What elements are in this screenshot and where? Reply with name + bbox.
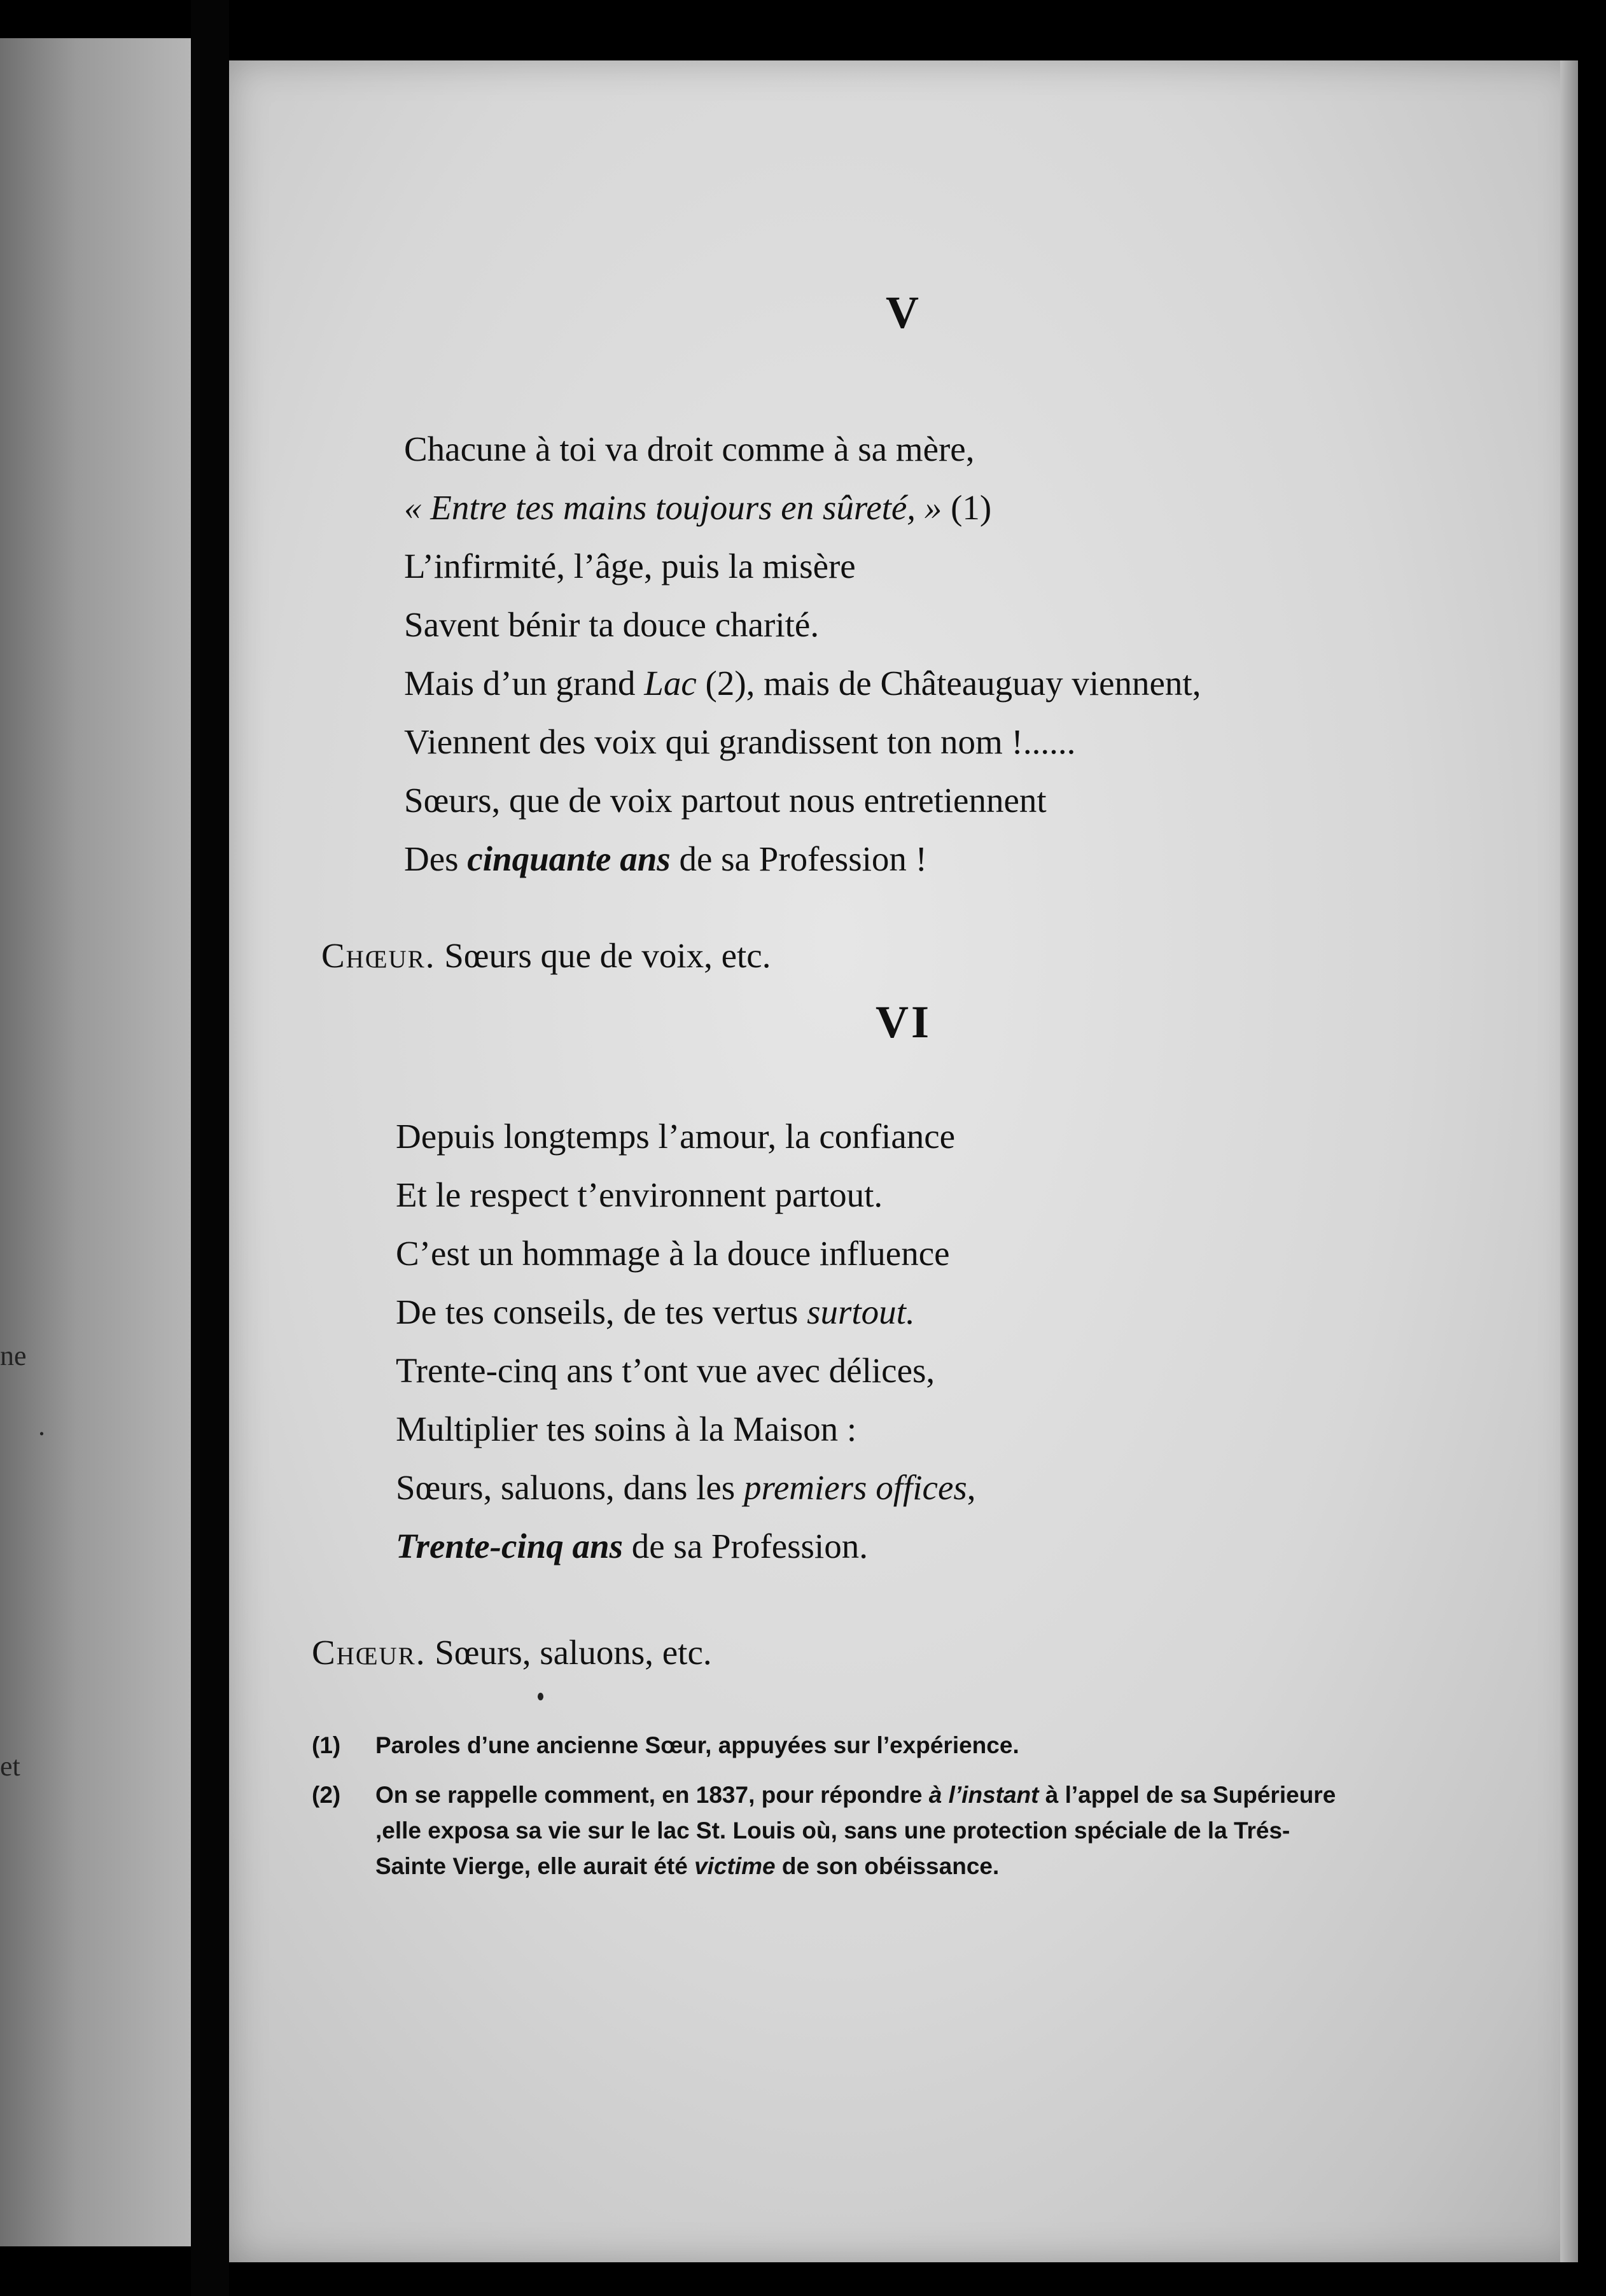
text-run: Viennent des voix qui grandissent ton nom !...... — [404, 722, 1076, 761]
footnotes — [312, 1728, 1355, 1898]
text-run: Sœurs, que de voix partout nous entretiennent — [404, 781, 1047, 820]
text-run: de son obéissance. — [775, 1853, 1000, 1879]
text-run: Savent bénir ta douce charité. — [404, 605, 820, 644]
verse-line — [396, 1459, 976, 1517]
text-run: Multiplier tes soins à la Maison : — [396, 1410, 857, 1448]
chorus-text: Sœurs, saluons, etc. — [426, 1633, 712, 1672]
verse-line — [396, 1224, 976, 1283]
text-run: Des — [404, 839, 468, 878]
chorus-label: Chœur. — [312, 1633, 426, 1672]
left-page-text-fragment: ne — [0, 1340, 27, 1371]
emphasized-text: surtout. — [807, 1292, 915, 1331]
scanned-page — [229, 60, 1578, 2262]
emphasized-text: Lac — [644, 664, 697, 703]
text-run: Paroles d’une ancienne Sœur, appuyées sur l’expérience. — [375, 1732, 1019, 1758]
text-run: (1) — [942, 488, 992, 527]
verse-line — [404, 420, 1201, 479]
verse-line — [404, 537, 1201, 596]
verse-line — [396, 1341, 976, 1400]
text-run: (2), mais de Châteauguay viennent, — [696, 664, 1201, 703]
verse-line — [404, 479, 1201, 537]
text-run: Chacune à toi va droit comme à sa mère, — [404, 430, 975, 468]
verse-line — [396, 1166, 976, 1224]
left-page-fragment — [0, 38, 191, 2246]
text-run: Mais d’un grand — [404, 664, 645, 703]
emphasized-text: Trente-cinq ans — [396, 1527, 623, 1565]
verse-line — [404, 654, 1201, 713]
text-run: de sa Profession. — [623, 1527, 868, 1565]
footnote — [312, 1728, 1355, 1763]
text-run: Depuis longtemps l’amour, la confiance — [396, 1117, 956, 1156]
emphasized-text: cinquante ans — [467, 839, 671, 878]
text-run: de sa Profession ! — [670, 839, 927, 878]
stanza-heading-v: V — [886, 287, 921, 338]
text-run: , — [967, 1468, 976, 1507]
text-run: Trente-cinq ans t’ont vue avec délices, — [396, 1351, 935, 1390]
text-run: L’infirmité, l’âge, puis la misère — [404, 547, 856, 585]
text-run: Sœurs, saluons, dans les — [396, 1468, 744, 1507]
ink-speck — [538, 1693, 543, 1700]
emphasized-text: à l’instant — [928, 1782, 1039, 1808]
chorus-label: Chœur. — [321, 936, 436, 975]
text-run: De tes conseils, de tes vertus — [396, 1292, 807, 1331]
stanza-v-verses — [404, 420, 1201, 888]
book-gutter — [191, 0, 229, 2296]
emphasized-text: victime — [694, 1853, 776, 1879]
text-run: Et le respect t’environnent partout. — [396, 1175, 883, 1214]
chorus-line-v — [321, 935, 771, 976]
text-run: On se rappelle comment, en 1837, pour répondre — [375, 1782, 929, 1808]
emphasized-text: « Entre tes mains toujours en sûreté, » — [404, 488, 942, 527]
verse-line — [396, 1107, 976, 1166]
footnote-number: ( 1 ) — [312, 1728, 340, 1763]
verse-line — [404, 596, 1201, 654]
page-content — [229, 60, 1578, 2262]
verse-line — [404, 771, 1201, 830]
stanza-vi-verses — [396, 1107, 976, 1576]
verse-line — [396, 1283, 976, 1341]
left-page-text-fragment: . — [38, 1410, 45, 1441]
left-page-text-fragment: et — [0, 1751, 20, 1782]
text-run: à l’appel de sa Supérieure ,elle exposa sa vie sur le lac St. Louis où, sans une protection spéciale de la Trés-Sainte Vierge, elle aurait été — [375, 1782, 1336, 1879]
text-run: C’est un hommage à la douce influence — [396, 1234, 950, 1273]
emphasized-text: premiers offices — [743, 1468, 967, 1507]
chorus-text: Sœurs que de voix, etc. — [435, 936, 771, 975]
verse-line — [396, 1517, 976, 1576]
verse-line — [396, 1400, 976, 1459]
stanza-heading-vi: VI — [875, 997, 932, 1047]
verse-line — [404, 830, 1201, 888]
footnote — [312, 1777, 1355, 1884]
chorus-line-vi — [312, 1632, 712, 1672]
footnote-number: ( 2 ) — [312, 1777, 340, 1813]
verse-line — [404, 713, 1201, 771]
